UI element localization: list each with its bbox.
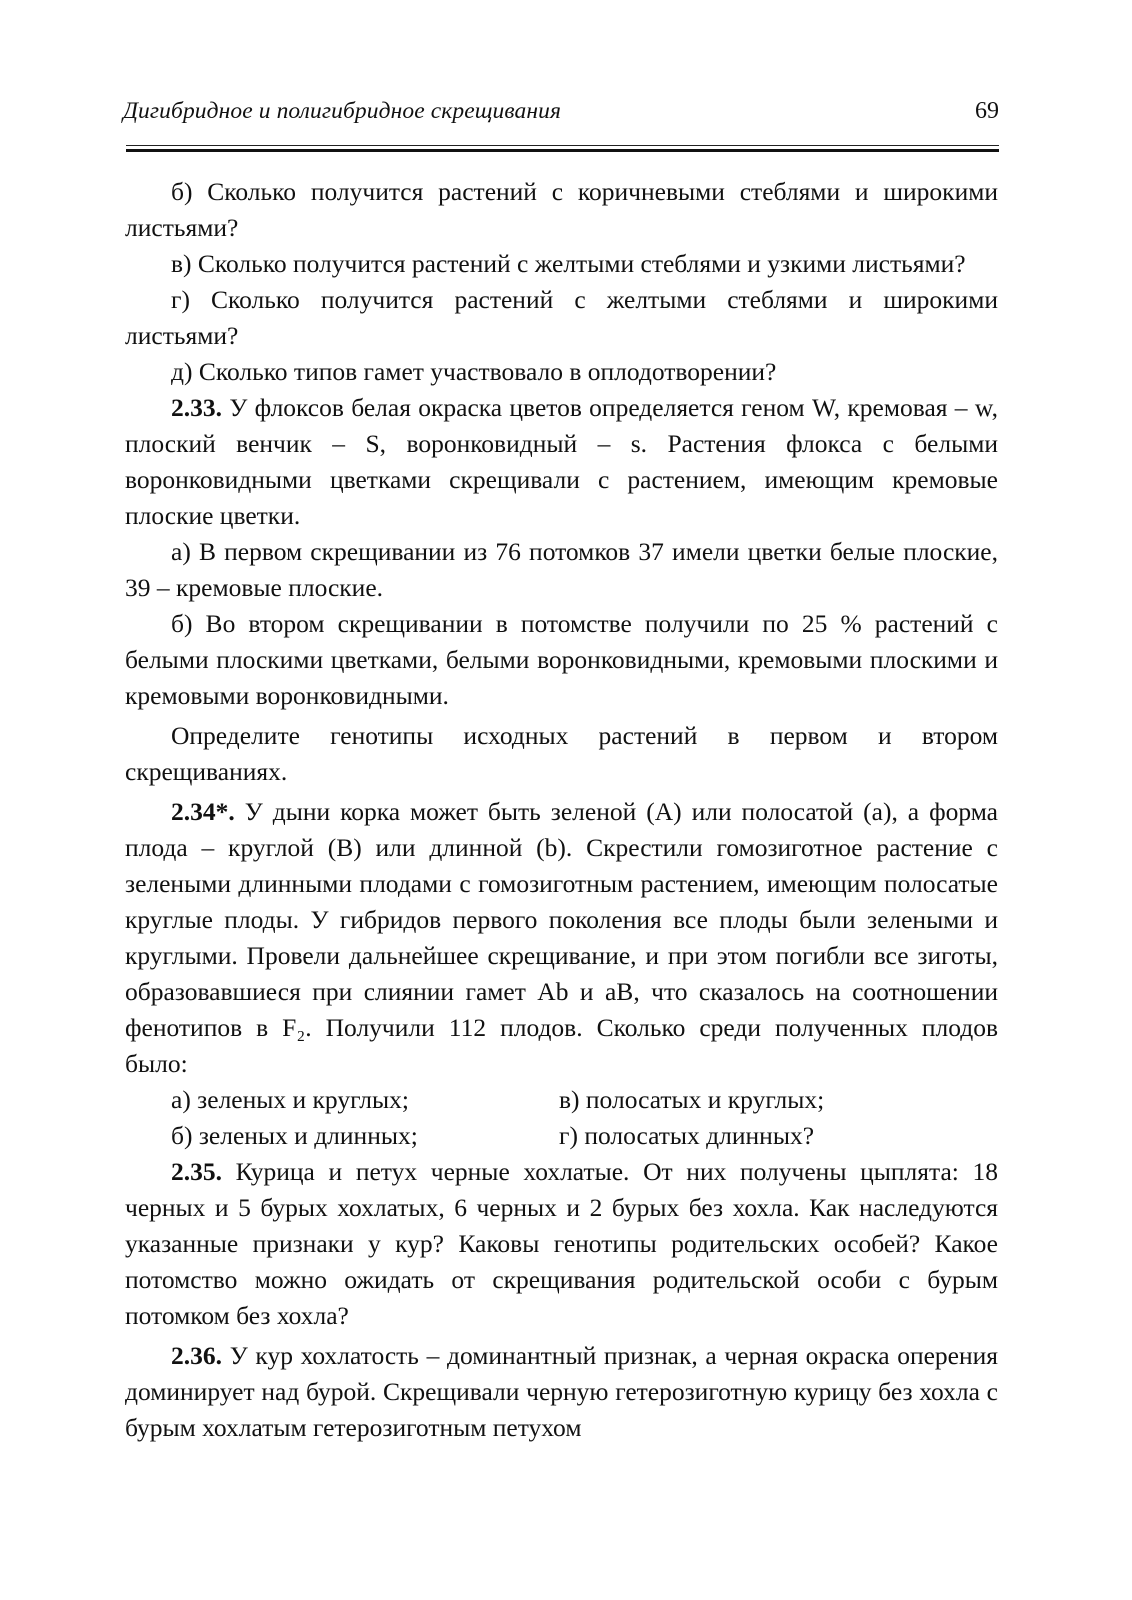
option-a: а) зеленых и круглых;	[171, 1085, 409, 1114]
running-title: Дигибридное и полигибридное скрещивания	[123, 98, 562, 124]
header-rule-thick	[126, 149, 999, 152]
question-d: д) Сколько типов гамет участвовало в оплодотворении?	[171, 357, 777, 386]
page-body	[125, 174, 998, 1446]
problem-number: 2.36.	[171, 1341, 222, 1370]
option-g: г) полосатых длинных?	[559, 1121, 815, 1150]
problem-2-33-task: Определите генотипы исходных растений в первом и втором скрещиваниях.	[125, 721, 998, 786]
option-v: в) полосатых и круглых;	[559, 1085, 825, 1114]
option-b: б) зеленых и длинных;	[171, 1121, 418, 1150]
header-rule-thin	[126, 145, 999, 146]
problem-2-36	[125, 1338, 998, 1446]
question-g: г) Сколько получится растений с желтыми стеблями и широкими листьями?	[125, 285, 998, 350]
problem-2-33-a: а) В первом скрещивании из 76 потомков 37 имели цветки белые плоские, 39 – кремовые плоские.	[125, 537, 998, 602]
problem-2-35	[125, 1154, 998, 1334]
problem-text: У флоксов белая окраска цветов определяется геном W, кремовая – w, плоский венчик – S, воронковидный – s. Растения флокса с белыми воронковидными цветками скрещивали с растением, имеющим кремовые плоские цветки.	[125, 393, 998, 530]
problem-text: У кур хохлатость – доминантный признак, а черная окраска оперения доминирует над бурой. Скрещивали черную гетерозиготную курицу без хохла с бурым хохлатым гетерозиготным петухом	[125, 1341, 999, 1442]
problem-text: Курица и петух черные хохлатые. От них получены цыплята: 18 черных и 5 бурых хохлатых, 6 черных и 2 бурых без хохла. Как наследуются указанные признаки у кур? Каковы генотипы родительских особей? Какое потомство можно ожидать от скрещивания родительской особи с бурым потомком без хохла?	[125, 1157, 999, 1330]
problem-text: У дыни корка может быть зеленой (A) или полосатой (a), а форма плода – круглой (B) или длинной (b). Скрестили гомозиготное растение с зелеными длинными плодами с гомозиготным растением, имеющим полосатые круглые плоды. У гибридов первого поколения все плоды были зелеными и круглыми. Провели дальнейшее скрещивание, и при этом погибли все зиготы, образовавшиеся при слиянии гамет Ab и aB, что сказалось на соотношении фенотипов в F₂. Получили 112 плодов. Сколько среди полученных плодов было:	[125, 797, 999, 1078]
answer-options-row-2	[125, 1118, 998, 1154]
answer-options-row-1	[125, 1082, 998, 1118]
problem-number: 2.35.	[171, 1157, 222, 1186]
problem-2-34	[125, 794, 998, 1082]
page-number: 69	[975, 98, 999, 124]
question-b: б) Сколько получится растений с коричневыми стеблями и широкими листьями?	[125, 177, 998, 242]
problem-2-33-b: б) Во втором скрещивании в потомстве получили по 25 % растений с белыми плоскими цветками, белыми воронковидными, кремовыми плоскими и кремовыми воронковидными.	[125, 609, 998, 710]
problem-number: 2.34*.	[171, 797, 235, 826]
problem-2-33	[125, 390, 998, 534]
running-header	[123, 94, 999, 134]
problem-number: 2.33.	[171, 393, 222, 422]
question-v: в) Сколько получится растений с желтыми стеблями и узкими листьями?	[171, 249, 966, 278]
